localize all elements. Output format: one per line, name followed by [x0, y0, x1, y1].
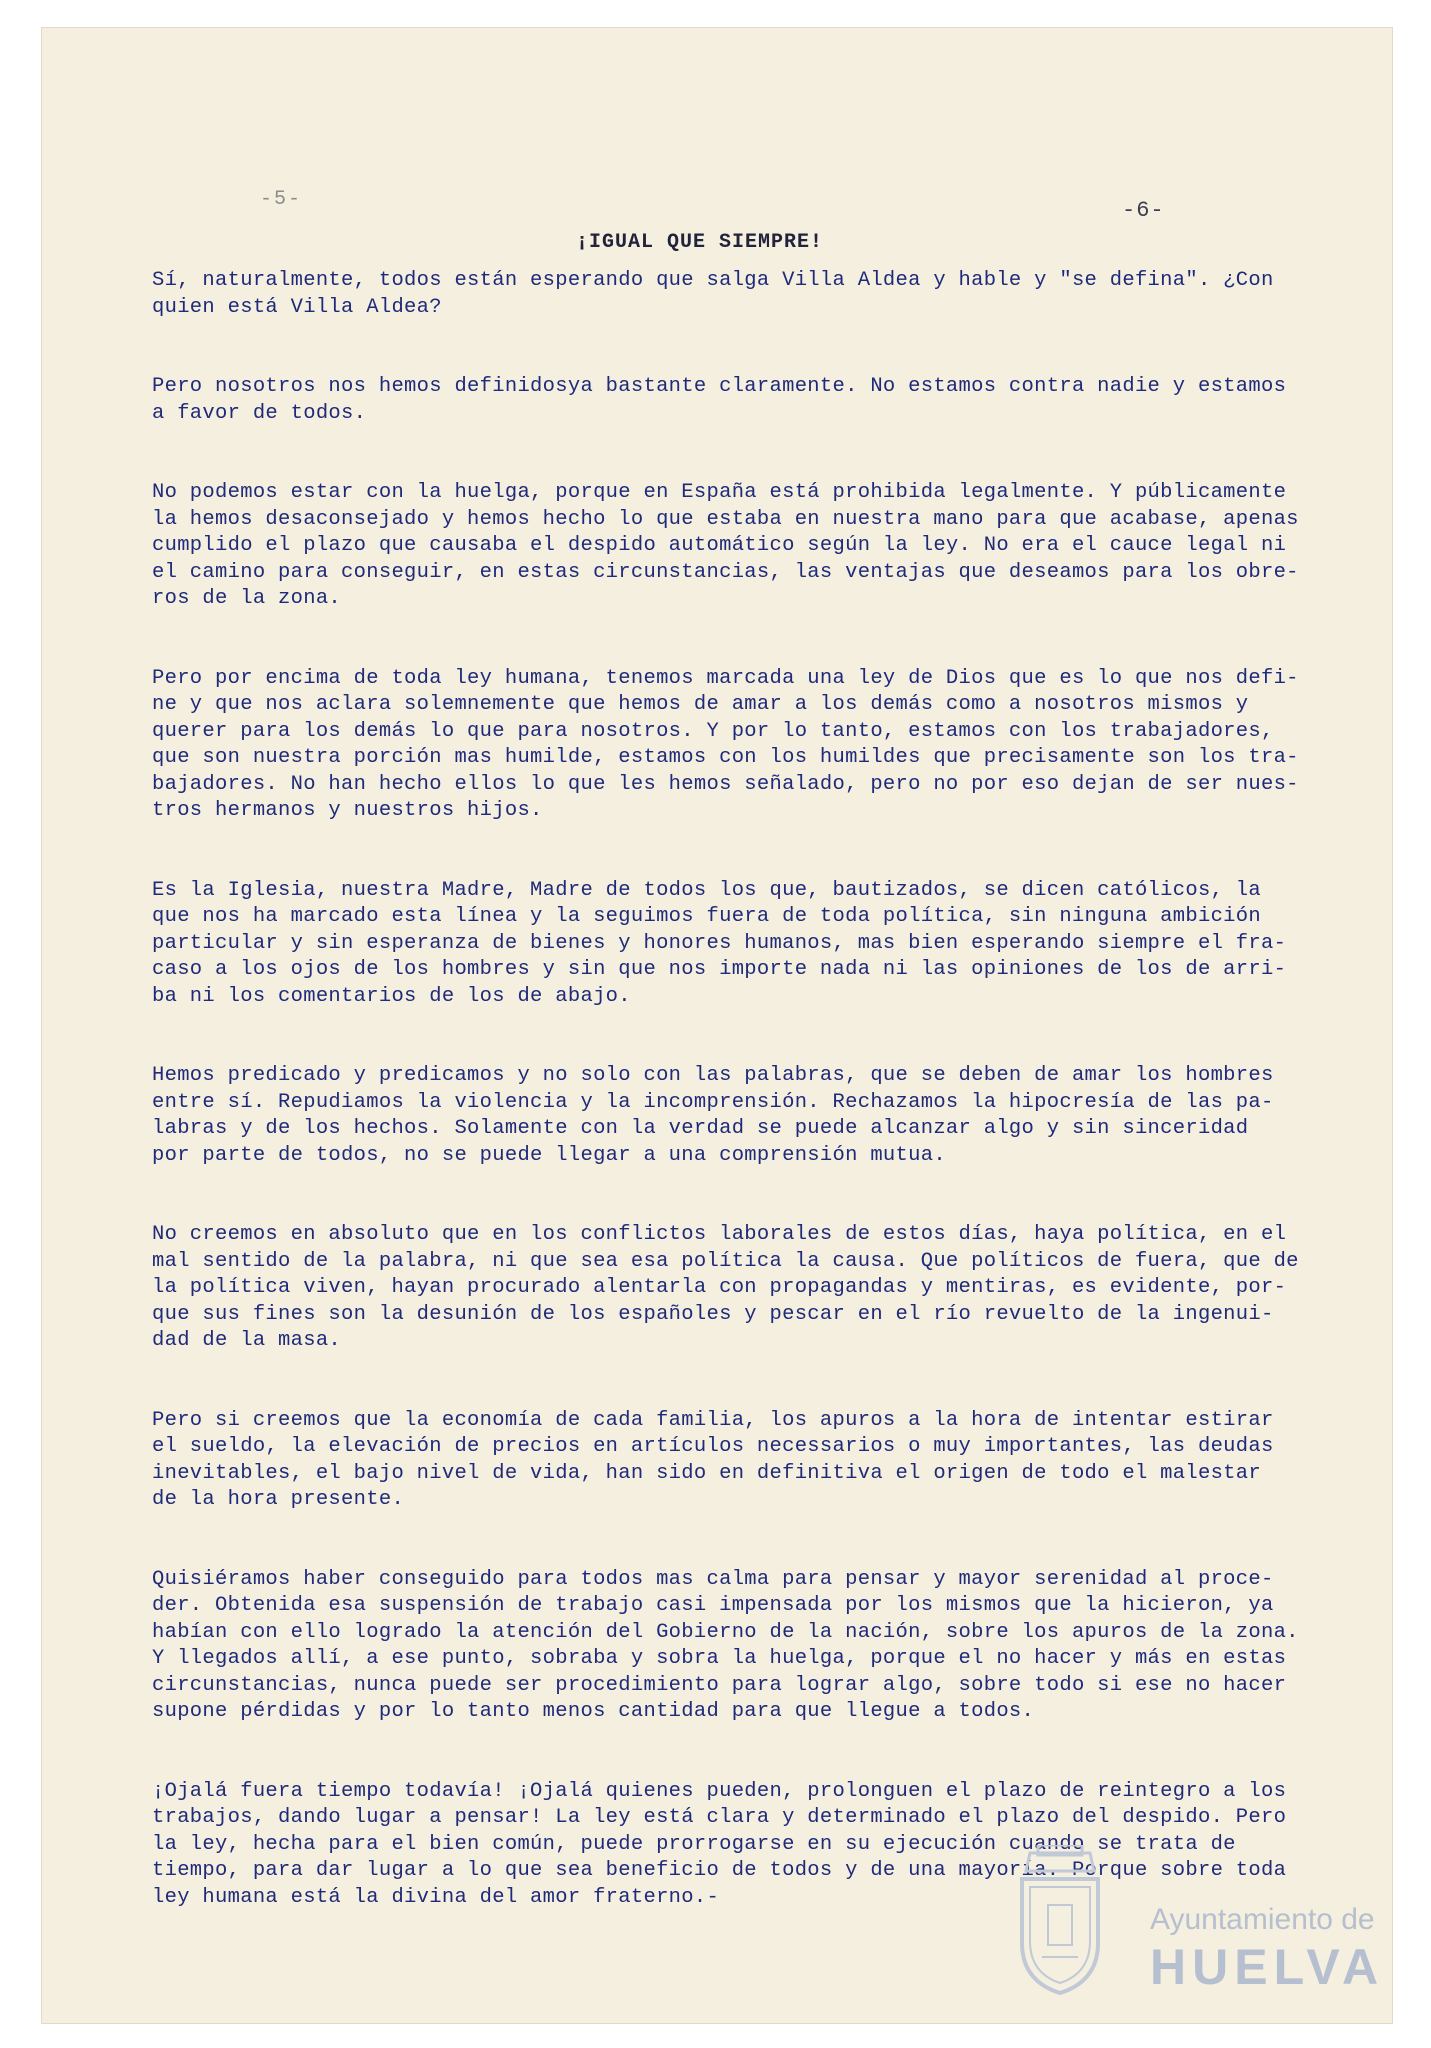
paragraph-6: Hemos predicado y predicamos y no solo con las palabras, que se deben de amar los hombres entre sí. Repudiamos la violencia y la incomprensión. Rechazamos la hipocresía de las pa- labras y de los hechos. Solamente con la verdad se puede alcanzar algo y sin sinceridad por parte de todos, no se puede llegar a una comprensión mutua. — [152, 1064, 1274, 1167]
document-body — [152, 268, 1334, 1964]
archive-watermark — [1010, 1845, 1385, 2015]
watermark-line1: Ayuntamiento de — [1150, 1903, 1375, 1936]
paragraph-4: Pero por encima de toda ley humana, tenemos marcada una ley de Dios que es lo que nos defi- ne y que nos aclara solemnemente que hemos de amar a los demás como a nosotros mismos y querer para los demás lo que para nosotros. Y por lo tanto, estamos con los trabajadores, que son nuestra porción mas humilde, estamos con los humildes que precisamente son los tra- bajadores. No han hecho ellos lo que les hemos señalado, pero no por eso dejan de ser nues- tros hermanos y nuestros hijos. — [152, 666, 1299, 822]
faint-page-number: -5- — [260, 188, 303, 211]
paragraph-9: Quisiéramos haber conseguido para todos mas calma para pensar y mayor serenidad al proce- der. Obtenida esa suspensión de trabajo casi impensada por los mismos que la hicieron, ya habían con ello logrado la atención del Gobierno de la nación, sobre los apuros de la zona. Y llegados allí, a ese punto, sobraba y sobra la huelga, porque el no hacer y más en estas circunstancias, nunca puede ser procedimiento para lograr algo, sobre todo si ese no hacer supone pérdidas y por lo tanto menos cantidad para que llegue a todos. — [152, 1567, 1299, 1723]
paragraph-8: Pero si creemos que la economía de cada familia, los apuros a la hora de intentar estirar el sueldo, la elevación de precios en artículos necessarios o muy importantes, las deudas inevitables, el bajo nivel de vida, han sido en definitiva el origen de todo el malestar de la hora presente. — [152, 1408, 1274, 1511]
paragraph-2: Pero nosotros nos hemos definidosya bastante claramente. No estamos contra nadie y estamos a favor de todos. — [152, 375, 1287, 425]
watermark-line2: HUELVA — [1150, 1939, 1385, 1995]
paragraph-10: ¡Ojalá fuera tiempo todavía! ¡Ojalá quienes pueden, prolonguen el plazo de reintegro a los trabajos, dando lugar a pensar! La ley está clara y determinado el plazo del despido. Pero la ley, hecha para el bien común, puede prorrogarse en su ejecución cuando se trata de tiempo, para dar lugar a lo que sea beneficio de todos y de una mayoría. Porque sobre toda ley humana está la divina del amor fraterno.- — [152, 1779, 1287, 1909]
coat-of-arms-icon — [1010, 1845, 1110, 1995]
paragraph-7: No creemos en absoluto que en los conflictos laborales de estos días, haya política, en el mal sentido de la palabra, ni que sea esa política la causa. Que políticos de fuera, que de la política viven, hayan procurado alentarla con propagandas y mentiras, es evidente, por- que sus fines son la desunión de los españoles y pescar en el río revuelto de la ingenui- dad de la masa. — [152, 1223, 1299, 1352]
page-title: ¡IGUAL QUE SIEMPRE! — [576, 231, 824, 254]
paragraph-1: Sí, naturalmente, todos están esperando que salga Villa Aldea y hable y "se defina". ¿Con quien está Villa Aldea? — [152, 269, 1274, 319]
paragraph-5: Es la Iglesia, nuestra Madre, Madre de todos los que, bautizados, se dicen católicos, la que nos ha marcado esta línea y la seguimos fuera de toda política, sin ninguna ambición particular y sin esperanza de bienes y honores humanos, mas bien esperando siempre el fra- caso a los ojos de los hombres y sin que nos importe nada ni las opiniones de los de arri- ba ni los comentarios de los de abajo. — [152, 878, 1287, 1008]
page-number: -6- — [1122, 198, 1165, 223]
paragraph-3: No podemos estar con la huelga, porque en España está prohibida legalmente. Y públicamente la hemos desaconsejado y hemos hecho lo que estaba en nuestra mano para que acabase, apenas cumplido el plazo que causaba el despido automático según la ley. No era el cauce legal ni el camino para conseguir, en estas circunstancias, las ventajas que deseamos para los obre- ros de la zona. — [152, 481, 1299, 610]
document-page — [42, 28, 1392, 2023]
